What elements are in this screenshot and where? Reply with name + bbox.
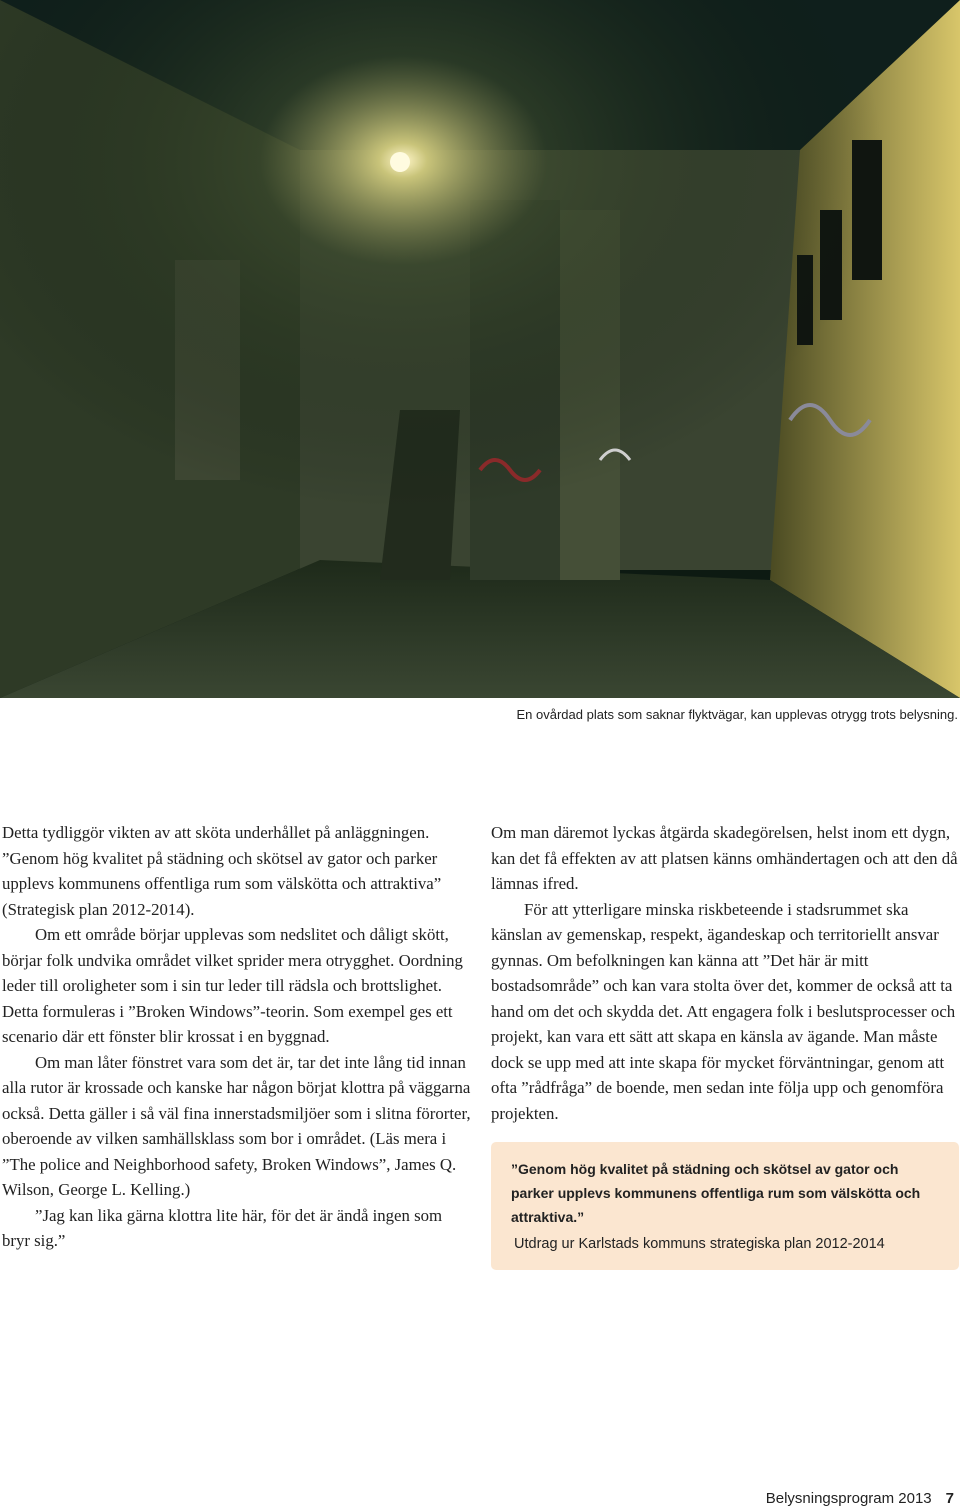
left-paragraph-4: ”Jag kan lika gärna klottra lite här, för det är ändå ingen som bryr sig.” xyxy=(2,1205,443,1250)
page-footer xyxy=(766,1490,954,1507)
left-column xyxy=(2,820,472,1254)
left-paragraph-2: Om ett område börjar upplevas som nedslitet och dåligt skött, börjar folk undvika området vilket sprider mera otrygghet. Oordning leder till oroligheter som i sin tur leder till rädsla och brottslighet. Detta formuleras i ”Broken Windows”-teorin. Som exempel ges ett scenario där ett fönster blir krossat i en byggnad. xyxy=(2,925,463,1046)
quote-box xyxy=(491,1142,959,1270)
right-paragraph-1: Om man däremot lyckas åtgärda skadegörelsen, helst inom ett dygn, kan det få effekten av att platsen känns omhändertagen och att den då lämnas ifred. xyxy=(491,823,958,893)
alley-photo xyxy=(0,0,960,698)
alley-photo-illustration xyxy=(0,0,960,698)
left-paragraph-1: Detta tydliggör vikten av att sköta underhållet på anläggningen. ”Genom hög kvalitet på städning och skötsel av gator och parker upplevs kommunens offentliga rum som välskötta och attraktiva” (Strategisk plan 2012-2014). xyxy=(2,823,442,919)
right-column xyxy=(491,820,960,1126)
left-paragraph-3: Om man låter fönstret vara som det är, tar det inte lång tid innan alla rutor är krossade och kanske har någon börjat klottra på väggarna också. Detta gäller i så väl fina innerstadsmiljöer som i slitna förorter, oberoende av vilken samhällsklass som bor i området. (Läs mera i ”The police and Neighborhood safety, Broken Windows”, James Q. Wilson, George L. Kelling.) xyxy=(2,1052,471,1199)
page-number: 7 xyxy=(945,1490,954,1507)
footer-title: Belysningsprogram 2013 xyxy=(765,1490,932,1507)
quote-source: Utdrag ur Karlstads kommuns strategiska plan 2012-2014 xyxy=(514,1236,885,1252)
quote-text: ”Genom hög kvalitet på städning och skötsel av gator och parker upplevs kommunens offentliga rum som välskötta och attraktiva.” xyxy=(511,1161,921,1225)
photo-caption: En ovårdad plats som saknar flyktvägar, kan upplevas otrygg trots belysning. xyxy=(516,707,958,722)
right-paragraph-2: För att ytterligare minska riskbeteende i stadsrummet ska känslan av gemenskap, respekt, ägandeskap och territoriellt ansvar gynnas. Om befolkningen kan känna att ”Det här är mitt bostadsområde” och kan vara stolta över det, kommer de också att ta hand om det och skydda det. Att engagera folk i beslutsprocesser och projekt, kan vara ett sätt att skapa en känsla av ägande. Man måste dock se upp med att inte skapa för mycket förväntningar, genom att ofta ”rådfråga” de boende, men sedan inte följa upp och genomföra projekten. xyxy=(491,899,956,1123)
